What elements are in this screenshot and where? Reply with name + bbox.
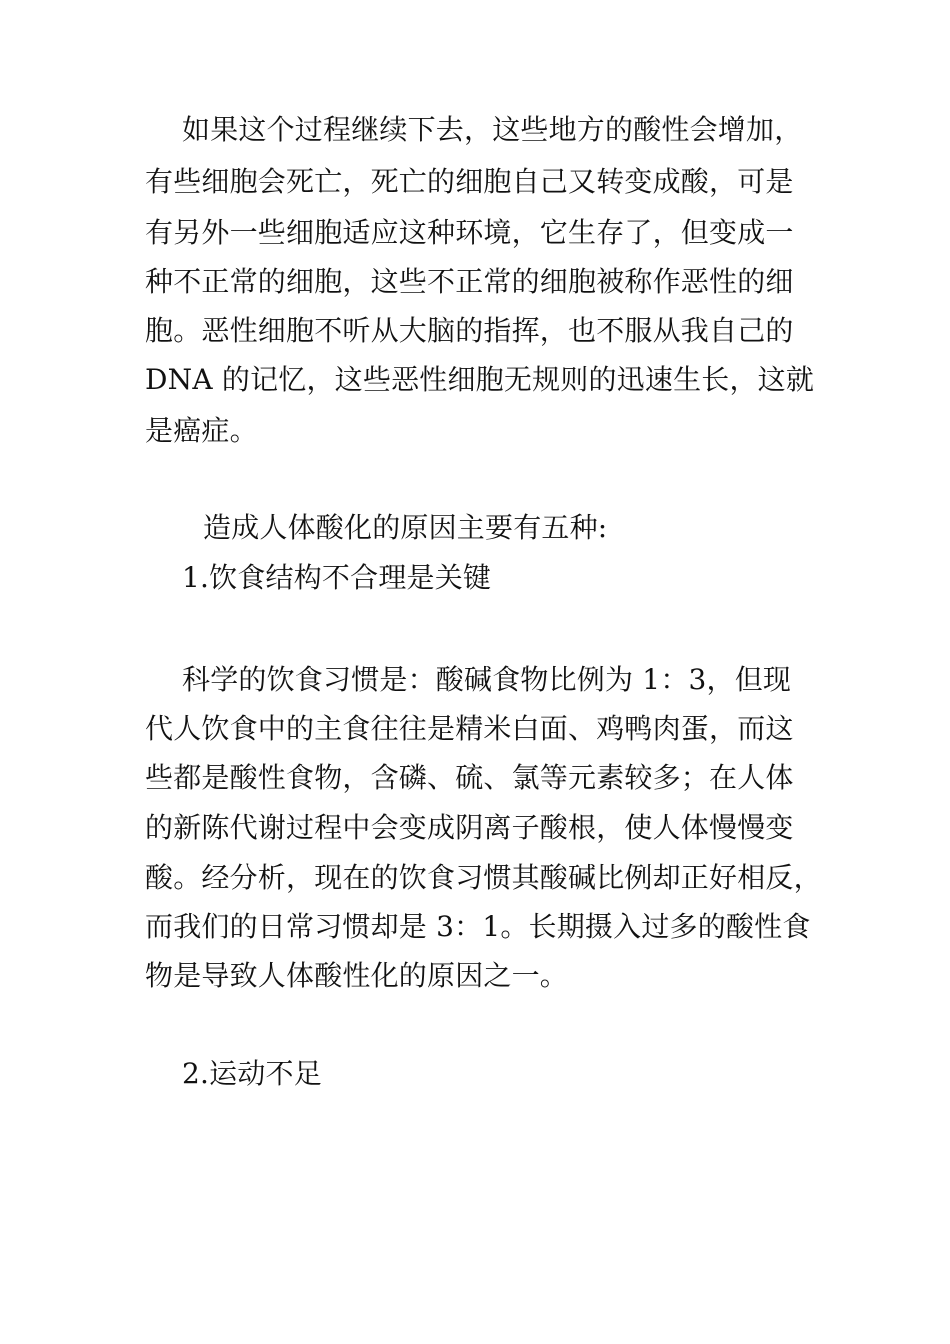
- paragraph-2-line-2: 代人饮食中的主食往往是精米白面、鸡鸭肉蛋，而这: [145, 712, 794, 745]
- paragraph-1-line-1: 如果这个过程继续下去，这些地方的酸性会增加，: [182, 113, 803, 146]
- paragraph-1-line-6: DNA 的记忆，这些恶性细胞无规则的迅速生长，这就: [145, 363, 815, 396]
- paragraph-1-line-5: 胞。恶性细胞不听从大脑的指挥，也不服从我自己的: [145, 314, 794, 347]
- causes-intro: 造成人体酸化的原因主要有五种:: [203, 511, 608, 544]
- paragraph-1-line-2: 有些细胞会死亡，死亡的细胞自己又转变成酸，可是: [145, 165, 794, 198]
- paragraph-1-line-3: 有另外一些细胞适应这种环境，它生存了，但变成一: [145, 216, 794, 249]
- paragraph-2-line-3: 些都是酸性食物，含磷、硫、氯等元素较多；在人体: [145, 761, 794, 794]
- paragraph-2-line-6: 而我们的日常习惯却是 3：1。长期摄入过多的酸性食: [145, 910, 811, 943]
- cause-2-heading: 2.运动不足: [182, 1057, 322, 1090]
- paragraph-2-line-4: 的新陈代谢过程中会变成阴离子酸根，使人体慢慢变: [145, 811, 794, 844]
- paragraph-2-line-7: 物是导致人体酸性化的原因之一。: [145, 959, 569, 992]
- paragraph-2-line-5: 酸。经分析，现在的饮食习惯其酸碱比例却正好相反，: [145, 861, 822, 894]
- cause-1-heading: 1.饮食结构不合理是关键: [182, 561, 492, 594]
- paragraph-1-line-7: 是癌症。: [145, 414, 258, 447]
- paragraph-1-line-4: 种不正常的细胞，这些不正常的细胞被称作恶性的细: [145, 265, 794, 298]
- paragraph-2-line-1: 科学的饮食习惯是：酸碱食物比例为 1：3，但现: [182, 663, 792, 696]
